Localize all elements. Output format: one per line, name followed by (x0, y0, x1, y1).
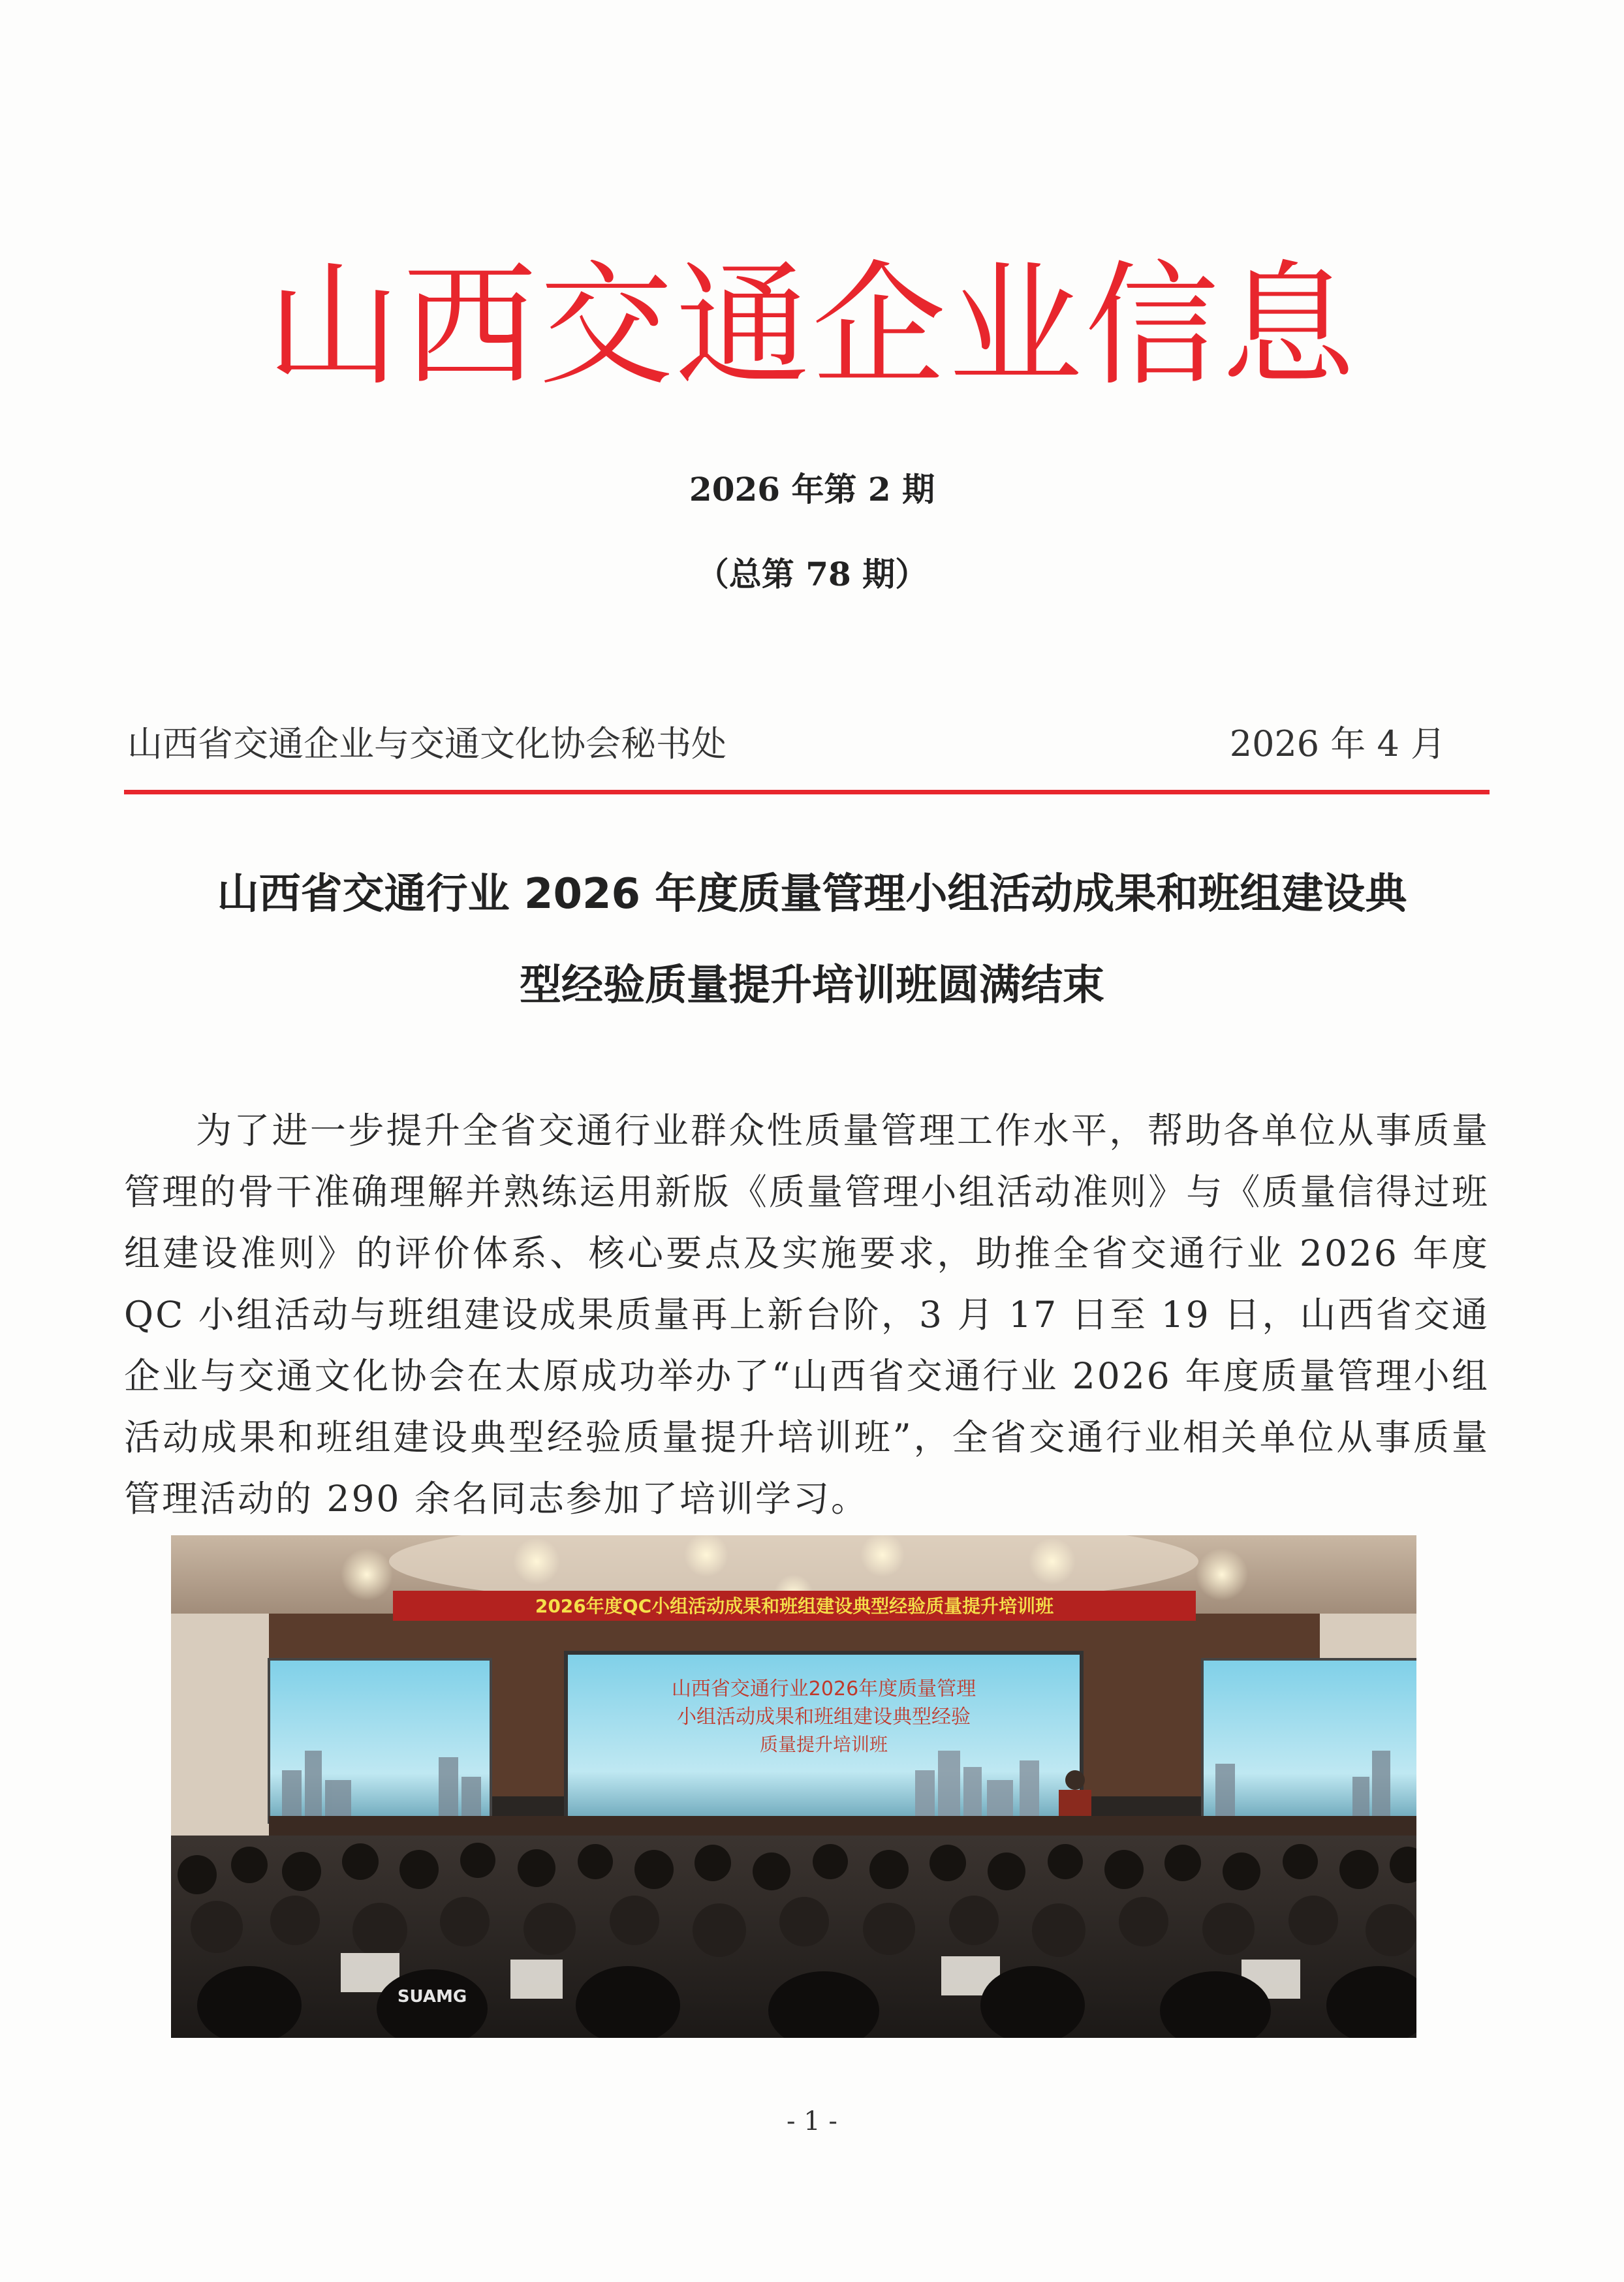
screen-line-2: 小组活动成果和班组建设典型经验 (677, 1706, 971, 1728)
article-paragraph: 为了进一步提升全省交通行业群众性质量管理工作水平，帮助各单位从事质量管理的骨干准确理解并熟练运用新版《质量管理小组活动准则》与《质量信得过班组建设准则》的评价体系、核心要点及实施要求，助推全省交通行业 2026 年度 QC 小组活动与班组建设成果质量再上新台阶，3 月 17 日至 19 日，山西省交通企业与交通文化协会在太原成功举办了“山西省交通行业 2026 年度质量管理小组活动成果和班组建设典型经验质量提升培训班”，全省交通行业相关单位从事质量管理活动的 290 余名同志参加了培训学习。 (124, 1110, 1490, 1520)
headline-line-2: 型经验质量提升培训班圆满结束 (520, 961, 1104, 1010)
article-headline (98, 849, 1526, 1031)
banner-text: 2026年度QC小组活动成果和班组建设典型经验质量提升培训班 (535, 1595, 1054, 1617)
headline-line-1: 山西省交通行业 2026 年度质量管理小组活动成果和班组建设典 (217, 870, 1407, 918)
page-number: - 1 - (787, 2106, 837, 2136)
publish-date: 2026 年 4 月 (1229, 723, 1446, 764)
screen-line-1: 山西省交通行业2026年度质量管理 (671, 1678, 976, 1700)
total-issue-number: （总第 78 期） (696, 555, 928, 593)
issue-number: 2026 年第 2 期 (689, 470, 935, 508)
red-divider (124, 790, 1490, 794)
event-photo (171, 1535, 1416, 2038)
event-photo-illustration (171, 1535, 1416, 2038)
publisher-org: 山西省交通企业与交通文化协会秘书处 (127, 723, 726, 764)
shirt-text: SUAMG (397, 1987, 467, 2007)
masthead-title: 山西交通企业信息 (266, 249, 1358, 404)
screen-line-3: 质量提升培训班 (759, 1734, 888, 1755)
